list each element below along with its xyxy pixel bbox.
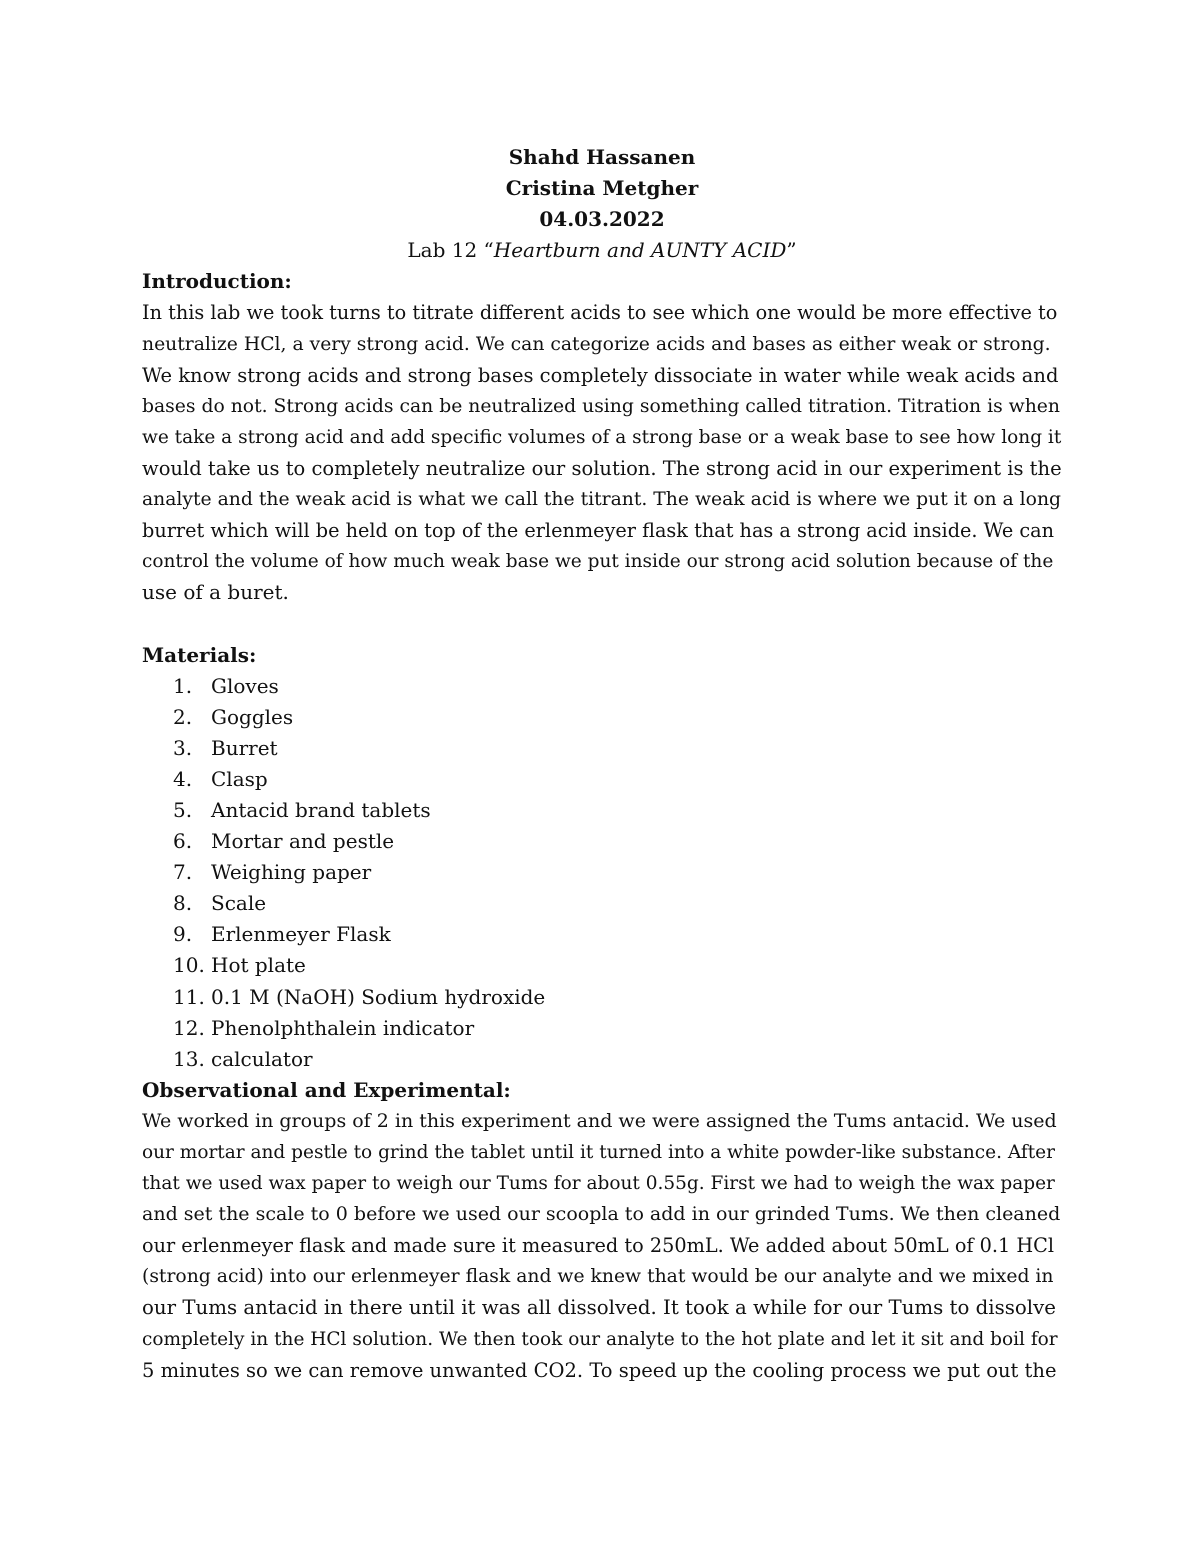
- document-body: [142, 142, 1062, 1386]
- lab-title-prefix: Lab 12 “: [407, 238, 494, 263]
- list-item: [142, 950, 1062, 981]
- list-item-number: 1.: [173, 673, 193, 698]
- observational-line: (strong acid) into our erlenmeyer flask and we knew that would be our analyte and we mixed in: [142, 1266, 1054, 1288]
- blank-line: [142, 608, 1062, 639]
- list-item-number: 12.: [173, 1015, 205, 1040]
- intro-line: we take a strong acid and add specific volumes of a strong base or a weak base to see how long it: [142, 426, 1062, 448]
- author-name-2: Cristina Metgher: [505, 176, 699, 201]
- list-item: [142, 919, 1062, 950]
- list-item-number: 2.: [173, 704, 193, 729]
- intro-line: burret which will be held on top of the erlenmeyer flask that has a strong acid inside. We can: [142, 519, 1055, 543]
- list-item-number: 4.: [173, 766, 193, 791]
- lab-title-suffix: ”: [786, 238, 797, 263]
- list-item: [142, 671, 1062, 702]
- list-item-text: Antacid brand tablets: [211, 797, 431, 822]
- introduction-paragraph: [142, 297, 1062, 608]
- author-name-1: Shahd Hassanen: [508, 145, 696, 169]
- list-item-text: Weighing paper: [211, 860, 372, 885]
- list-item: [142, 733, 1062, 764]
- intro-line: neutralize HCl, a very strong acid. We can categorize acids and bases as either weak or strong.: [142, 333, 1051, 355]
- materials-heading: Materials:: [142, 642, 257, 667]
- list-item-text: Scale: [211, 891, 267, 916]
- observational-line: our Tums antacid in there until it was all dissolved. It took a while for our Tums to dissolve: [142, 1296, 1056, 1320]
- observational-line: our erlenmeyer flask and made sure it measured to 250mL. We added about 50mL of 0.1 HCl: [142, 1234, 1055, 1258]
- observational-line: our mortar and pestle to grind the tablet until it turned into a white powder-like substance. After: [142, 1142, 1055, 1163]
- list-item-text: Mortar and pestle: [211, 829, 395, 854]
- intro-line: use of a buret.: [142, 580, 289, 605]
- list-item-number: 6.: [173, 829, 193, 854]
- list-item-text: Clasp: [211, 766, 268, 791]
- observational-heading: Observational and Experimental:: [142, 1077, 511, 1102]
- list-item-text: Hot plate: [211, 953, 306, 978]
- list-item-number: 11.: [173, 984, 205, 1009]
- introduction-heading: Introduction:: [142, 269, 292, 294]
- list-item: [142, 1013, 1062, 1044]
- list-item: [142, 702, 1062, 733]
- list-item-number: 7.: [173, 860, 193, 885]
- observational-line: completely in the HCl solution. We then took our analyte to the hot plate and let it sit and boil for: [142, 1328, 1058, 1350]
- observational-line: that we used wax paper to weigh our Tums for about 0.55g. First we had to weigh the wax paper: [142, 1173, 1055, 1195]
- list-item: [142, 982, 1062, 1013]
- intro-line: We know strong acids and strong bases completely dissociate in water while weak acids and: [142, 363, 1059, 387]
- intro-line: bases do not. Strong acids can be neutralized using something called titration. Titration is when: [142, 395, 1060, 417]
- list-item: [142, 826, 1062, 857]
- list-item-text: Burret: [211, 735, 278, 760]
- list-item-number: 9.: [173, 922, 193, 947]
- intro-line: would take us to completely neutralize our solution. The strong acid in our experiment is the: [142, 456, 1062, 480]
- list-item-number: 3.: [173, 735, 193, 760]
- list-item-text: Goggles: [211, 704, 294, 729]
- list-item-text: Erlenmeyer Flask: [211, 922, 391, 947]
- observational-line: 5 minutes so we can remove unwanted CO2. To speed up the cooling process we put out the: [142, 1358, 1057, 1382]
- document-header: [142, 142, 1062, 235]
- document-date: 04.03.2022: [539, 207, 665, 232]
- list-item-text: Phenolphthalein indicator: [211, 1015, 475, 1040]
- intro-line: control the volume of how much weak base we put inside our strong acid solution because of the: [142, 551, 1054, 573]
- list-item-number: 8.: [173, 891, 193, 916]
- list-item-text: calculator: [211, 1046, 313, 1071]
- list-item-number: 10.: [173, 953, 205, 978]
- list-item-number: 5.: [173, 797, 193, 822]
- intro-line: analyte and the weak acid is what we call the titrant. The weak acid is where we put it on a long: [142, 489, 1062, 511]
- list-item-text: 0.1 M (NaOH) Sodium hydroxide: [211, 984, 546, 1009]
- list-item: [142, 1044, 1062, 1075]
- list-item: [142, 795, 1062, 826]
- list-item: [142, 764, 1062, 795]
- lab-title-italic: Heartburn and AUNTY ACID: [493, 238, 787, 263]
- list-item-number: 13.: [173, 1046, 205, 1071]
- materials-list: [142, 671, 1062, 1075]
- list-item: [142, 888, 1062, 919]
- intro-line: In this lab we took turns to titrate different acids to see which one would be more effective to: [142, 301, 1058, 325]
- list-item: [142, 857, 1062, 888]
- lab-title: [142, 235, 1062, 266]
- observational-paragraph: [142, 1106, 1062, 1386]
- observational-line: and set the scale to 0 before we used our scoopla to add in our grinded Tums. We then cleaned: [142, 1203, 1061, 1226]
- list-item-text: Gloves: [211, 673, 279, 698]
- observational-line: We worked in groups of 2 in this experiment and we were assigned the Tums antacid. We used: [142, 1109, 1057, 1132]
